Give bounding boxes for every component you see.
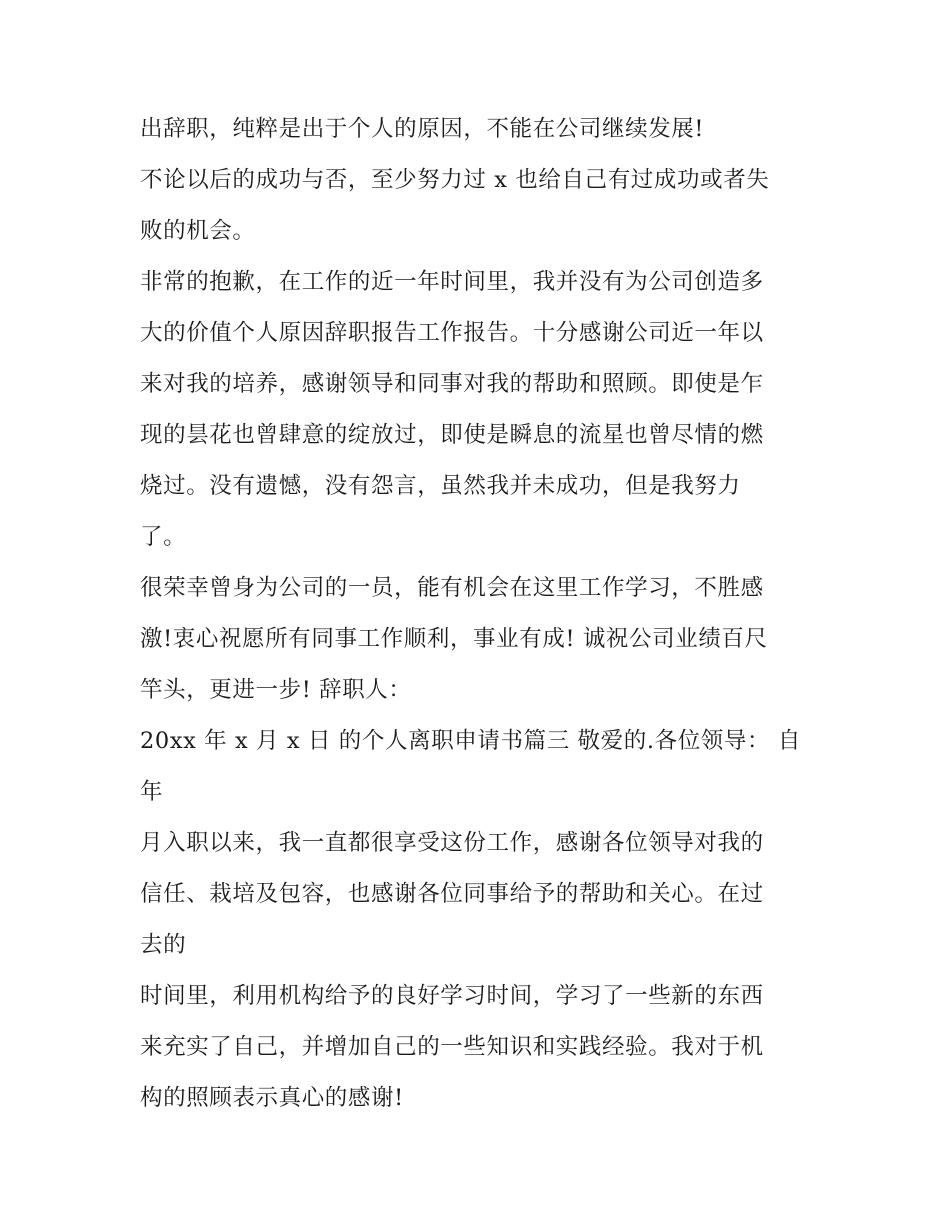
text-line: 年	[140, 779, 164, 805]
text-line: 很荣幸曾身为公司的一员，能有机会在这里工作学习，不胜感	[140, 575, 764, 601]
text-line: 竿头，更进一步! 辞职人：	[140, 677, 412, 703]
text-line: 激!衷心祝愿所有同事工作顺利，事业有成! 诚祝公司业绩百尺	[140, 626, 768, 652]
text-line: 来充实了自己，并增加自己的一些知识和实践经验。我对于机	[140, 1034, 764, 1060]
text-line: 不论以后的成功与否，至少努力过 x 也给自己有过成功或者失	[140, 167, 770, 193]
text-line: 构的照顾表示真心的感谢!	[140, 1085, 404, 1111]
document-body	[140, 104, 830, 1124]
text-line: 月入职以来，我一直都很享受这份工作，感谢各位领导对我的	[140, 830, 764, 856]
text-line: 去的	[140, 932, 187, 958]
text-line: 败的机会。	[140, 218, 256, 244]
text-line: 信任、栽培及包容，也感谢各位同事给予的帮助和关心。在过	[140, 881, 764, 907]
text-line: 出辞职，纯粹是出于个人的原因，不能在公司继续发展!	[140, 116, 705, 142]
text-line: 了。	[140, 524, 187, 550]
text-line: 来对我的培养，感谢领导和同事对我的帮助和照顾。即使是乍	[140, 371, 764, 397]
text-line: 20xx 年 x 月 x 日 的个人离职申请书篇三 敬爱的.各位领导： 自	[140, 728, 801, 754]
text-line: 现的昙花也曾肆意的绽放过，即使是瞬息的流星也曾尽情的燃	[140, 422, 764, 448]
text-line: 烧过。没有遗憾，没有怨言，虽然我并未成功，但是我努力	[140, 473, 741, 499]
text-line: 时间里，利用机构给予的良好学习时间，学习了一些新的东西	[140, 983, 764, 1009]
text-line: 非常的抱歉，在工作的近一年时间里，我并没有为公司创造多	[140, 269, 764, 295]
text-line: 大的价值个人原因辞职报告工作报告。十分感谢公司近一年以	[140, 320, 764, 346]
